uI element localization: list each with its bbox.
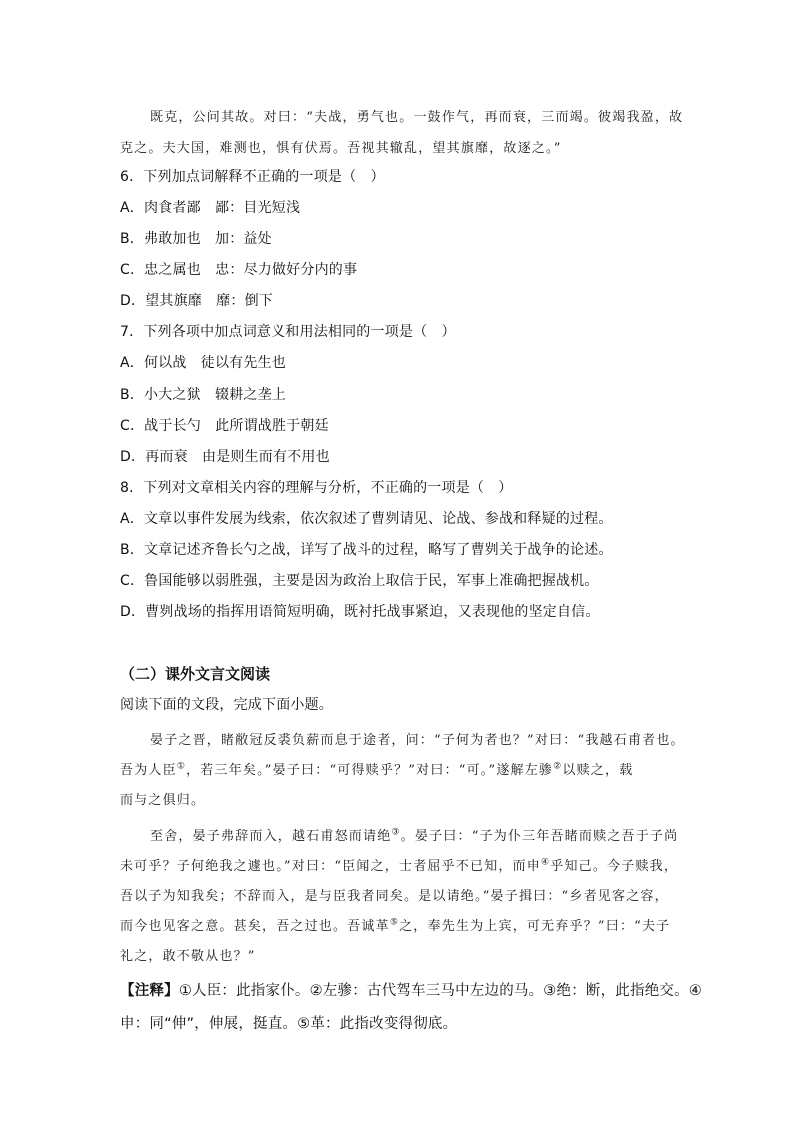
footnote-ref-2: ② — [553, 761, 563, 772]
question-8-option-d: D．曹刿战场的指挥用语简短明确，既衬托战事紧迫，又表现他的坚定自信。 — [120, 604, 600, 620]
passage2-p2-line3: 吾以子为知我矣；不辞而入，是与臣我者同矣。是以请绝。”晏子揖曰：“乡者见客之容， — [120, 889, 669, 904]
passage2-p2-line2: 未可乎？子何绝我之遽也。”对曰：“臣闻之，士者屈乎不已知，而申④乎知己。今子赎我， — [120, 857, 679, 874]
question-6-option-d: D．望其旗靡 靡：倒下 — [120, 293, 273, 309]
question-7-option-a: A．何以战 徒以有先生也 — [120, 355, 286, 371]
question-7-option-c: C．战于长勺 此所谓战胜于朝廷 — [120, 418, 329, 434]
footnote-ref-4: ④ — [541, 857, 551, 868]
question-8-stem: 8．下列对文章相关内容的理解与分析，不正确的一项是（ ） — [120, 480, 513, 496]
question-8-option-a: A．文章以事件发展为线索，依次叙述了曹刿请见、论战、参战和释疑的过程。 — [120, 511, 613, 527]
question-7-option-b: B．小大之狱 辍耕之垄上 — [120, 387, 287, 403]
question-7-option-d: D．再而衰 由是则生而有不用也 — [120, 449, 330, 465]
section-instruction: 阅读下面的文段，完成下面小题。 — [120, 697, 333, 713]
question-6-option-c: C．忠之属也 忠：尽力做好分内的事 — [120, 262, 358, 278]
notes-line1: 【注释】①人臣：此指家仆。②左骖：古代驾车三马中左边的马。③绝：断，此指绝交。④ — [120, 983, 703, 999]
footnote-ref-1: ① — [176, 761, 187, 772]
passage2-p2-line4: 而今也见客之意。甚矣，吾之过也。吾诚革⑤之，奉先生为上宾，可无弃乎？”曰：“夫子 — [120, 917, 671, 934]
question-7-stem: 7．下列各项中加点词意义和用法相同的一项是（ ） — [120, 324, 456, 340]
passage2-p1-line3: 而与之俱归。 — [120, 793, 206, 808]
question-6-stem: 6．下列加点词解释不正确的一项是（ ） — [120, 169, 385, 185]
passage2-p1-line2: 吾为人臣①，若三年矣。”晏子曰：“可得赎乎？”对曰：“可。”遂解左骖②以赎之，载 — [120, 761, 634, 778]
passage2-p1-line1: 晏子之晋，睹敝冠反裘负薪而息于途者，问：“子何为者也？”对曰：“我越石甫者也。 — [150, 733, 685, 748]
question-8-option-b: B．文章记述齐鲁长勺之战，详写了战斗的过程，略写了曹刿关于战争的论述。 — [120, 542, 613, 558]
question-8-option-c: C．鲁国能够以弱胜强，主要是因为政治上取信于民，军事上准确把握战机。 — [120, 573, 599, 589]
passage1-line2: 克之。夫大国，难测也，惧有伏焉。吾视其辙乱，望其旗靡，故逐之。” — [120, 141, 562, 156]
passage1-line1: 既克，公问其故。对曰：“夫战，勇气也。一鼓作气，再而衰，三而竭。彼竭我盈，故 — [150, 110, 684, 125]
section-heading: （二）课外文言文阅读 — [120, 665, 271, 683]
question-6-option-a: A．肉食者鄙 鄙：目光短浅 — [120, 200, 301, 216]
passage2-p2-line5: 礼之，敢不敬从也？” — [120, 949, 256, 964]
footnote-ref-3: ③ — [391, 827, 401, 838]
notes-line2: 申：同“伸”，伸展，挺直。⑤革：此指改变得彻底。 — [120, 1016, 458, 1032]
footnote-ref-5: ⑤ — [389, 917, 400, 928]
notes-label: 【注释】 — [120, 983, 179, 999]
question-6-option-b: B．弗敢加也 加：益处 — [120, 231, 272, 247]
passage2-p2-line1: 至舍，晏子弗辞而入，越石甫怒而请绝③。晏子曰：“子为仆三年吾睹而赎之吾于子尚 — [150, 827, 679, 844]
